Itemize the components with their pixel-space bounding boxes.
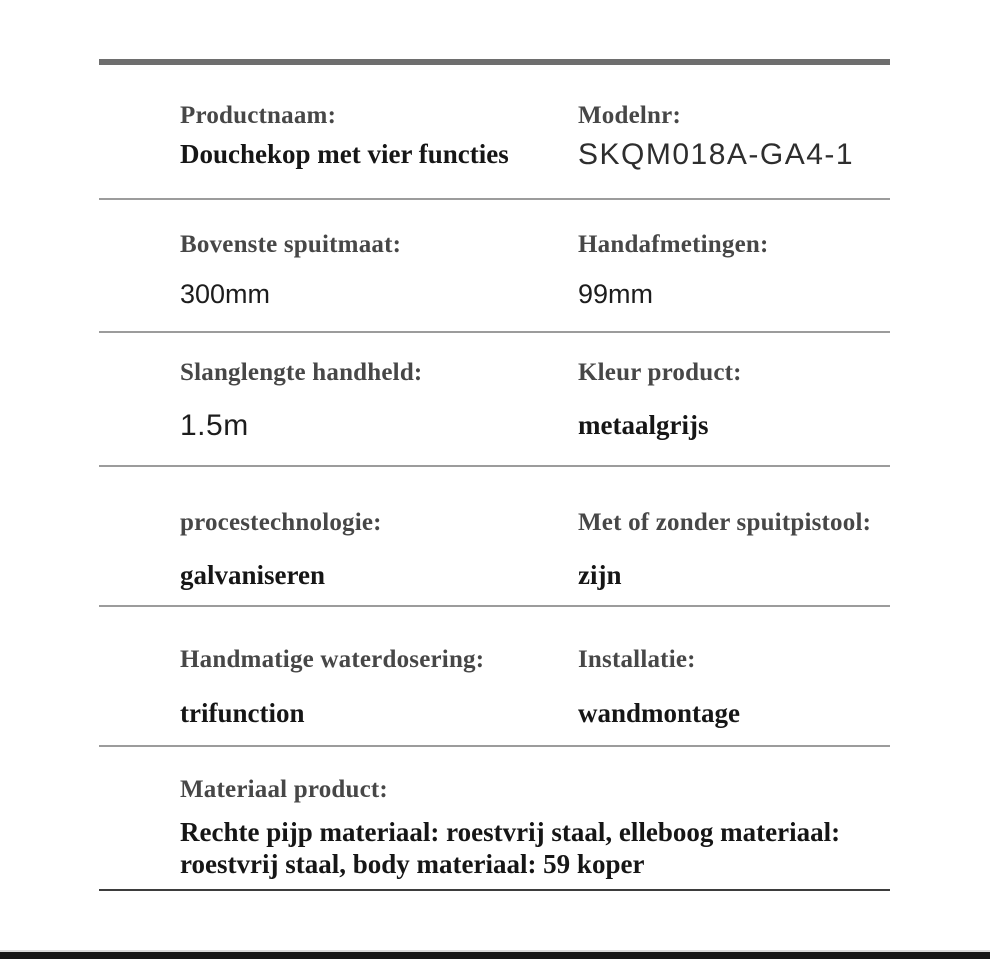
spec-value: Douchekop met vier functies (180, 139, 509, 169)
spec-value: 1.5m (180, 409, 249, 442)
spec-label: Slanglengte handheld: (180, 359, 423, 386)
spec-cell-slanglengte (180, 358, 578, 465)
spec-cell-handafmetingen (578, 230, 990, 331)
spec-label: Bovenste spuitmaat: (180, 231, 402, 258)
bottom-bar (0, 952, 990, 959)
spec-row-waterdosering-installatie (0, 607, 990, 745)
spec-label: procestechnologie: (180, 509, 382, 536)
spec-value: metaalgrijs (578, 410, 709, 440)
spec-value-model-number: SKQM018A-GA4-1 (578, 138, 855, 171)
spec-value: 300mm (180, 279, 271, 309)
spec-value: 99mm (578, 279, 654, 309)
spec-row-spuitmaat-handafmetingen (0, 200, 990, 331)
spec-cell-waterdosering (180, 645, 578, 745)
spec-label: Installatie: (578, 646, 696, 673)
spec-row-procestechnologie-spuitpistool (0, 467, 990, 605)
spec-value: zijn (578, 560, 622, 590)
spec-cell-bovenste-spuitmaat (180, 230, 578, 331)
spec-label: Handafmetingen: (578, 231, 769, 258)
spec-row-slanglengte-kleur (0, 333, 990, 465)
spec-value-materials: Rechte pijp materiaal: roestvrij staal, elleboog materiaal: roestvrij staal, body materiaal: 59 koper (180, 817, 841, 879)
spec-label: Met of zonder spuitpistool: (578, 509, 872, 536)
spec-label: Modelnr: (578, 102, 681, 129)
spec-row-materiaal (0, 747, 990, 889)
spec-cell-kleur-product (578, 358, 990, 465)
spec-cell-modelnr (578, 101, 990, 198)
spec-cell-productnaam (180, 101, 578, 198)
spec-label: Handmatige waterdosering: (180, 646, 485, 673)
spec-value: galvaniseren (180, 560, 326, 590)
spec-value: trifunction (180, 698, 305, 728)
spec-value: wandmontage (578, 698, 741, 728)
spec-cell-procestechnologie (180, 508, 578, 605)
bottom-rule (99, 889, 890, 891)
spec-row-productnaam-modelnr (0, 65, 990, 198)
spec-cell-spuitpistool (578, 508, 990, 605)
spec-label: Kleur product: (578, 359, 742, 386)
spec-label: Materiaal product: (180, 776, 388, 803)
spec-cell-installatie (578, 645, 990, 745)
spec-rows (0, 65, 990, 891)
spec-label: Productnaam: (180, 102, 337, 129)
